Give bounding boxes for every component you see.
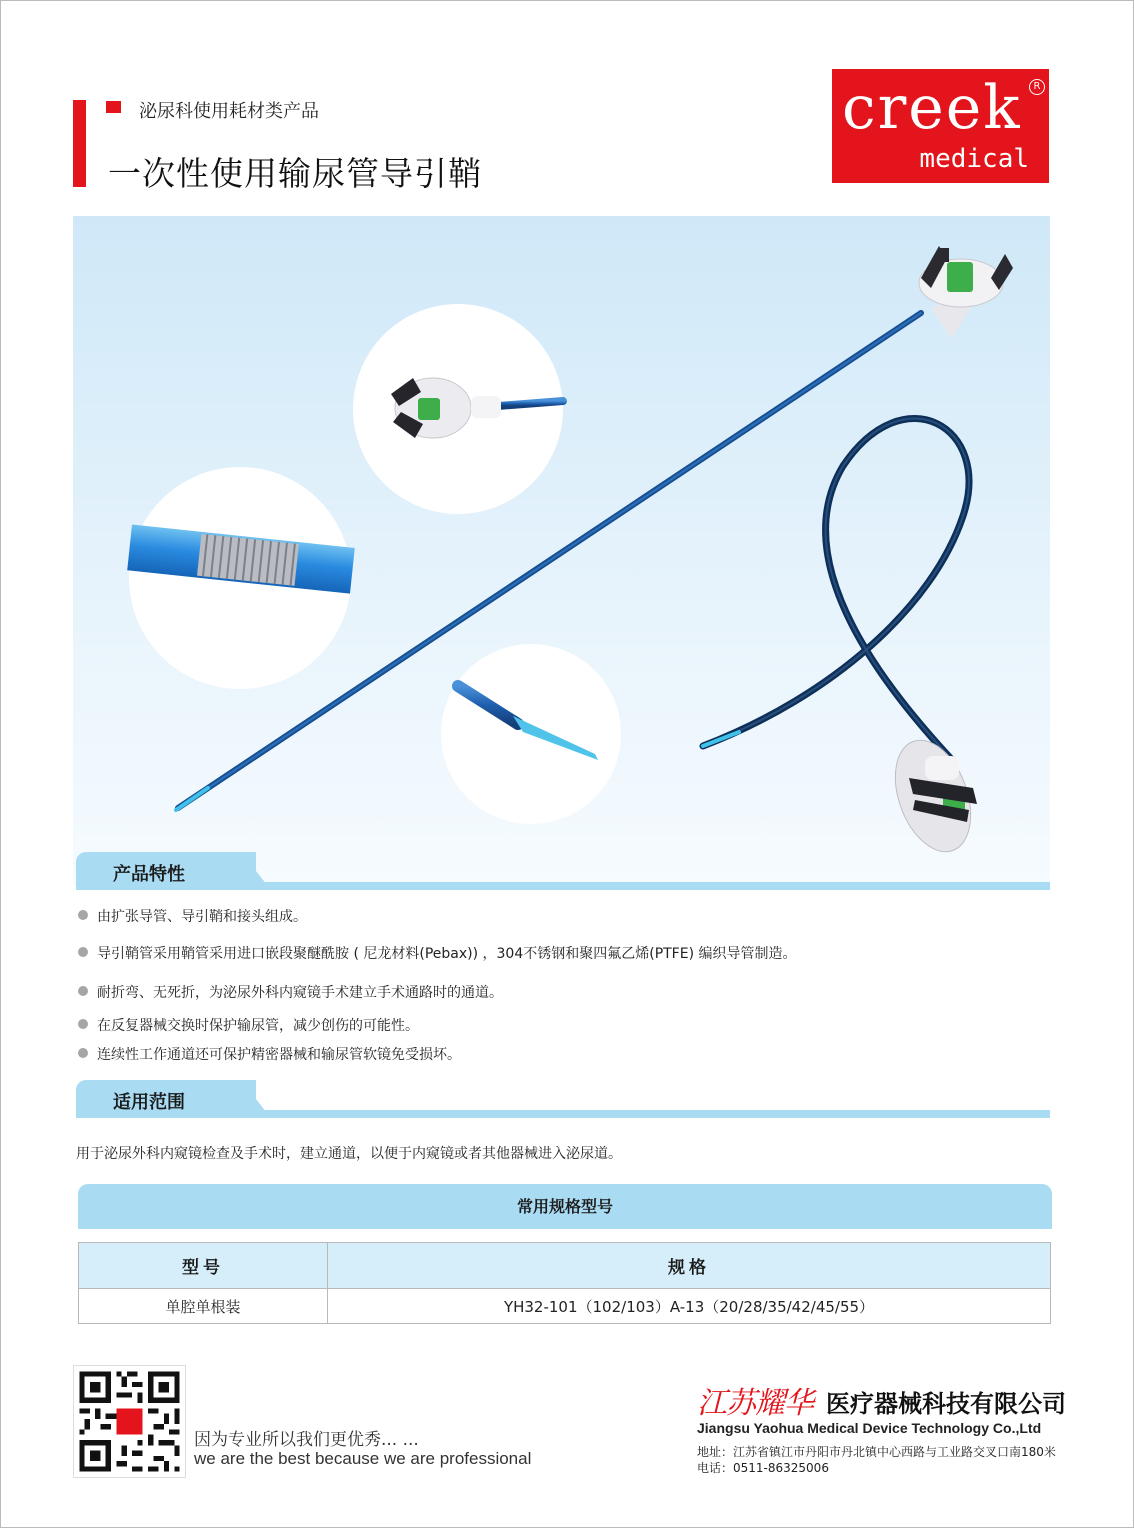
spec-table xyxy=(78,1242,1051,1324)
section-title-features: 产品特性 xyxy=(113,864,185,885)
detail-circle-connector xyxy=(353,304,563,514)
feature-item: 连续性工作通道还可保护精密器械和输尿管软镜免受损坏。 xyxy=(78,1044,797,1074)
feature-item: 由扩张导管、导引鞘和接头组成。 xyxy=(78,906,797,943)
feature-item: 导引鞘管采用鞘管采用进口嵌段聚醚酰胺 ( 尼龙材料(Pebax)) ，304不锈钢和聚四氟乙烯(PTFE) 编织导管制造。 xyxy=(78,943,797,978)
spec-header-row xyxy=(79,1243,1051,1289)
table-row xyxy=(79,1289,1051,1324)
page-title: 一次性使用输尿管导引鞘 xyxy=(108,154,482,193)
detail-circle-braid xyxy=(127,467,355,689)
spec-cell-model: 单腔单根装 xyxy=(79,1289,328,1324)
feature-item: 在反复器械交换时保护输尿管，减少创伤的可能性。 xyxy=(78,1015,797,1046)
company-script-logo: 江苏耀华 xyxy=(697,1386,813,1421)
detail-circle-tip xyxy=(441,644,621,824)
product-illustration xyxy=(73,216,1050,886)
section-header-features xyxy=(76,852,1050,890)
brand-logo xyxy=(832,69,1049,183)
qr-code xyxy=(73,1365,186,1478)
title-accent-bar xyxy=(73,100,86,187)
spec-table-title: 常用规格型号 xyxy=(78,1184,1052,1229)
coiled-sheath xyxy=(703,419,985,863)
scope-text: 用于泌尿外科内窥镜检查及手术时，建立通道，以便于内窥镜或者其他器械进入泌尿道。 xyxy=(76,1146,622,1162)
slogan-english: we are the best because we are professional xyxy=(194,1449,532,1468)
category-label: 泌尿科使用耗材类产品 xyxy=(139,101,319,122)
slogan-chinese: 因为专业所以我们更优秀... ... xyxy=(194,1430,419,1450)
company-phone: 电话：0511-86325006 xyxy=(697,1461,829,1475)
company-address: 地址：江苏省镇江市丹阳市丹北镇中心西路与工业路交叉口南180米 xyxy=(697,1445,1056,1459)
section-title-scope: 适用范围 xyxy=(113,1092,185,1113)
spec-col-model: 型号 xyxy=(79,1243,328,1289)
features-list xyxy=(78,906,797,1072)
category-marker xyxy=(106,101,121,113)
company-name-chinese: 医疗器械科技有限公司 xyxy=(826,1390,1066,1418)
product-hero-image xyxy=(73,216,1050,886)
qr-code-pattern xyxy=(74,1366,185,1477)
spec-cell-spec: YH32-101（102/103）A-13（20/28/35/42/45/55） xyxy=(328,1289,1051,1324)
section-header-scope xyxy=(76,1080,1050,1118)
registered-mark-icon: R xyxy=(1029,79,1045,95)
logo-word: creek xyxy=(842,73,1022,143)
logo-sub: medical xyxy=(919,144,1029,174)
spec-col-spec: 规格 xyxy=(328,1243,1051,1289)
company-name-english: Jiangsu Yaohua Medical Device Technology Co.,Ltd xyxy=(697,1420,1042,1436)
feature-item: 耐折弯、无死折，为泌尿外科内窥镜手术建立手术通路时的通道。 xyxy=(78,982,797,1015)
